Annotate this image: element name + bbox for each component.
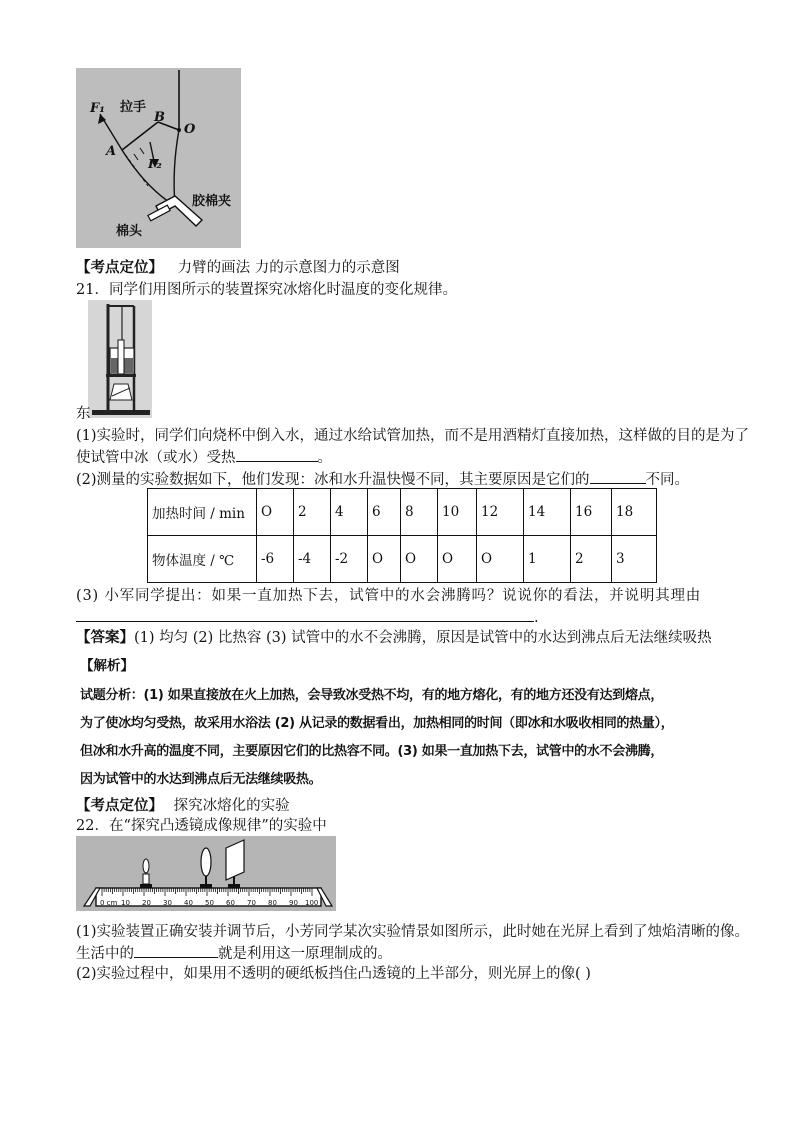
q21-part2-end: 不同。 bbox=[645, 472, 690, 488]
analysis-line-3: 但冰和水升高的温度不同，主要原因它们的比热容不同。(3) 如果一直加热下去，试管中的水不会沸腾， bbox=[80, 744, 664, 759]
ruler-label: 70 bbox=[247, 899, 256, 907]
q21-part2-line bbox=[76, 468, 689, 490]
analysis-line-2: 为了使冰均匀受热，故采用水浴法 (2) 从记录的数据看出，加热相同的时间（即冰和水吸收相同的热量）， bbox=[80, 716, 674, 731]
ruler-label: 0 cm bbox=[100, 899, 118, 907]
q21-part3-line1: (3) 小军同学提出：如果一直加热下去，试管中的水会沸腾吗？说说你的看法，并说明其理由 bbox=[76, 588, 702, 604]
table-cell: 4 bbox=[331, 489, 368, 536]
q22-part1-line2 bbox=[76, 942, 392, 964]
analysis-tag: 【解析】 bbox=[80, 658, 134, 674]
table-row bbox=[148, 489, 657, 536]
melting-apparatus-figure bbox=[88, 300, 152, 418]
kaodian-line-2 bbox=[76, 796, 290, 816]
q21-part3-end: . bbox=[534, 610, 539, 626]
q21-part1-text: 使试管中冰（或水）受热 bbox=[76, 450, 236, 466]
table-cell: 1 bbox=[524, 536, 571, 583]
answer-blank-2[interactable] bbox=[590, 468, 646, 484]
table-cell: 18 bbox=[612, 489, 657, 536]
table-cell: 2 bbox=[571, 536, 612, 583]
q22-part1-line1: (1)实验装置正确安装并调节后，小芳同学某次实验情景如图所示，此时她在光屏上看到了烛焰清晰的像。 bbox=[76, 924, 750, 940]
table-cell: 12 bbox=[477, 489, 524, 536]
table-cell: 16 bbox=[571, 489, 612, 536]
lever-figure bbox=[76, 68, 241, 248]
q22-part1-end: 就是利用这一原理制成的。 bbox=[218, 946, 392, 962]
kaodian-tag: 【考点定位】 bbox=[76, 797, 163, 814]
table-cell: O bbox=[438, 536, 477, 583]
ruler-label: 60 bbox=[226, 899, 235, 907]
label-clamp: 胶棉夹 bbox=[192, 194, 232, 209]
ruler-label: 100 bbox=[305, 899, 319, 907]
q21-part3-line2 bbox=[76, 606, 539, 628]
ruler-label: 30 bbox=[163, 899, 172, 907]
label-a: A bbox=[106, 144, 117, 159]
table-cell: O bbox=[368, 536, 401, 583]
answer-line bbox=[76, 628, 712, 648]
q21-part1-line2 bbox=[76, 446, 332, 468]
data-table-wrapper bbox=[147, 488, 657, 583]
ruler-label: 20 bbox=[142, 899, 151, 907]
kaodian-text: 力臂的画法 力的示意图力的示意图 bbox=[177, 260, 400, 276]
q22-part2-line: (2)实验过程中，如果用不透明的硬纸板挡住凸透镜的上半部分，则光屏上的像( ) bbox=[76, 966, 591, 982]
table-cell: 14 bbox=[524, 489, 571, 536]
answer-text: (1) 均匀 (2) 比热容 (3) 试管中的水不会沸腾，原因是试管中的水达到沸点后无法继续吸热 bbox=[134, 630, 712, 646]
data-table bbox=[147, 488, 657, 583]
table-cell: -4 bbox=[294, 536, 331, 583]
ruler-label: 10 bbox=[121, 899, 130, 907]
kaodian-tag: 【考点定位】 bbox=[76, 259, 163, 276]
label-f1: F₁ bbox=[90, 101, 105, 116]
table-cell: O bbox=[257, 489, 294, 536]
q22-part1-text: 生活中的 bbox=[76, 946, 134, 962]
analysis-line-4: 因为试管中的水达到沸点后无法继续吸热。 bbox=[80, 772, 322, 787]
ruler-label: 40 bbox=[184, 899, 193, 907]
ruler-label: 90 bbox=[289, 899, 298, 907]
ruler-labels bbox=[100, 899, 320, 909]
kaodian-line-1 bbox=[76, 258, 400, 278]
table-header-temp: 物体温度 / ℃ bbox=[148, 536, 257, 583]
label-cotton-head: 棉头 bbox=[116, 224, 143, 239]
q21-part2-text: (2)测量的实验数据如下，他们发现：冰和水升温快慢不同，其主要原因是它们的 bbox=[76, 472, 590, 488]
q22-stem: 22．在“探究凸透镜成像规律”的实验中 bbox=[76, 818, 327, 834]
table-cell: 3 bbox=[612, 536, 657, 583]
label-handle: 拉手 bbox=[120, 100, 147, 115]
table-cell: O bbox=[477, 536, 524, 583]
kaodian-text: 探究冰熔化的实验 bbox=[173, 798, 290, 814]
table-cell: 10 bbox=[438, 489, 477, 536]
table-header-time: 加热时间 / min bbox=[148, 489, 257, 536]
answer-blank-4[interactable] bbox=[134, 942, 218, 958]
label-o: O bbox=[184, 122, 196, 137]
ruler-label: 50 bbox=[205, 899, 214, 907]
label-f2: F₂ bbox=[148, 157, 162, 171]
answer-blank-3[interactable] bbox=[76, 606, 534, 622]
analysis-line-1: 试题分析：(1) 如果直接放在火上加热，会导致冰受热不均，有的地方熔化，有的地方还没有达到熔点， bbox=[80, 688, 664, 703]
optical-bench-figure bbox=[76, 836, 336, 911]
ruler-label: 80 bbox=[268, 899, 277, 907]
table-cell: O bbox=[401, 536, 438, 583]
table-row bbox=[148, 536, 657, 583]
table-cell: -6 bbox=[257, 536, 294, 583]
answer-blank-1[interactable] bbox=[236, 446, 318, 462]
answer-tag: 【答案】 bbox=[76, 629, 134, 646]
table-cell: -2 bbox=[331, 536, 368, 583]
label-b: B bbox=[154, 110, 165, 125]
q21-stem: 21．同学们用图所示的装置探究冰熔化时温度的变化规律。 bbox=[76, 282, 457, 298]
q21-part1-end: 。 bbox=[317, 450, 332, 466]
table-cell: 6 bbox=[368, 489, 401, 536]
table-cell: 2 bbox=[294, 489, 331, 536]
q21-part1-line1: (1)实验时，同学们向烧杯中倒入水，通过水给试管加热，而不是用酒精灯直接加热，这样做的目的是为了 bbox=[76, 428, 750, 444]
table-cell: 8 bbox=[401, 489, 438, 536]
q21-figure-caption: 东 bbox=[76, 406, 91, 422]
